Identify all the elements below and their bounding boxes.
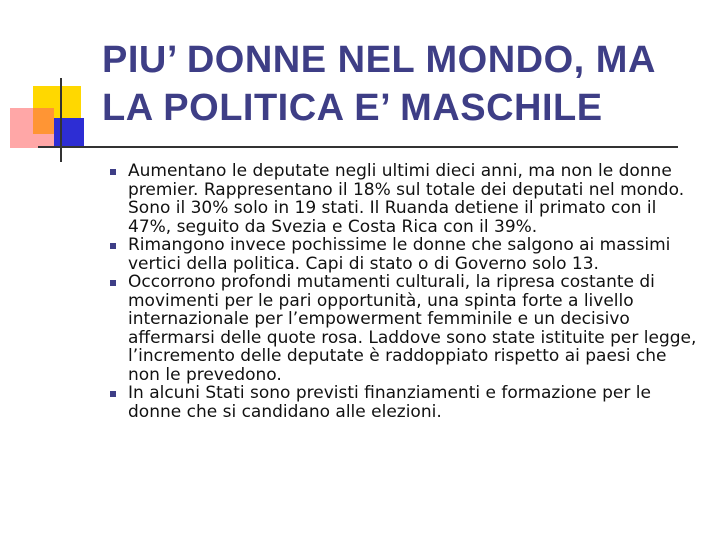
bullet-marker [110, 391, 116, 397]
bullet-text: Aumentano le deputate negli ultimi dieci anni, ma non le donne premier. Rappresentano il 18% sul totale dei deputati nel mondo. Sono il 30% solo in 19 stati. Il Ruanda detiene il primato con il 47%, seguito da Svezia e Costa Rica con il 39%. [128, 161, 685, 237]
bullet-text: Occorrono profondi mutamenti culturali, la ripresa costante di movimenti per le pari opportunità, una spinta forte a livello internazionale per l’empowerment femminile e un decisivo affermarsi delle quote rosa. Laddove sono state istituite per legge, l’incremento delle deputate è raddoppiato rispetto ai paesi che non le prevedono. [128, 272, 697, 385]
bullet-item [110, 384, 700, 421]
bullet-marker [110, 169, 116, 175]
bullet-marker [110, 280, 116, 286]
decor-blue-square [54, 118, 84, 148]
bullet-text: Rimangono invece pochissime le donne che salgono ai massimi vertici della politica. Capi di stato o di Governo solo 13. [128, 235, 671, 274]
bullet-marker [110, 243, 116, 249]
bullet-list [110, 162, 700, 421]
bullet-item [110, 162, 700, 236]
slide-title: PIU’ DONNE NEL MONDO, MA LA POLITICA E’ MASCHILE [102, 39, 655, 129]
bullet-item [110, 273, 700, 384]
decor-red-square [10, 108, 54, 148]
bullet-item [110, 236, 700, 273]
decor-vertical-line [60, 78, 62, 162]
title-divider [38, 146, 678, 148]
bullet-text: In alcuni Stati sono previsti finanziamenti e formazione per le donne che si candidano alle elezioni. [128, 383, 651, 422]
